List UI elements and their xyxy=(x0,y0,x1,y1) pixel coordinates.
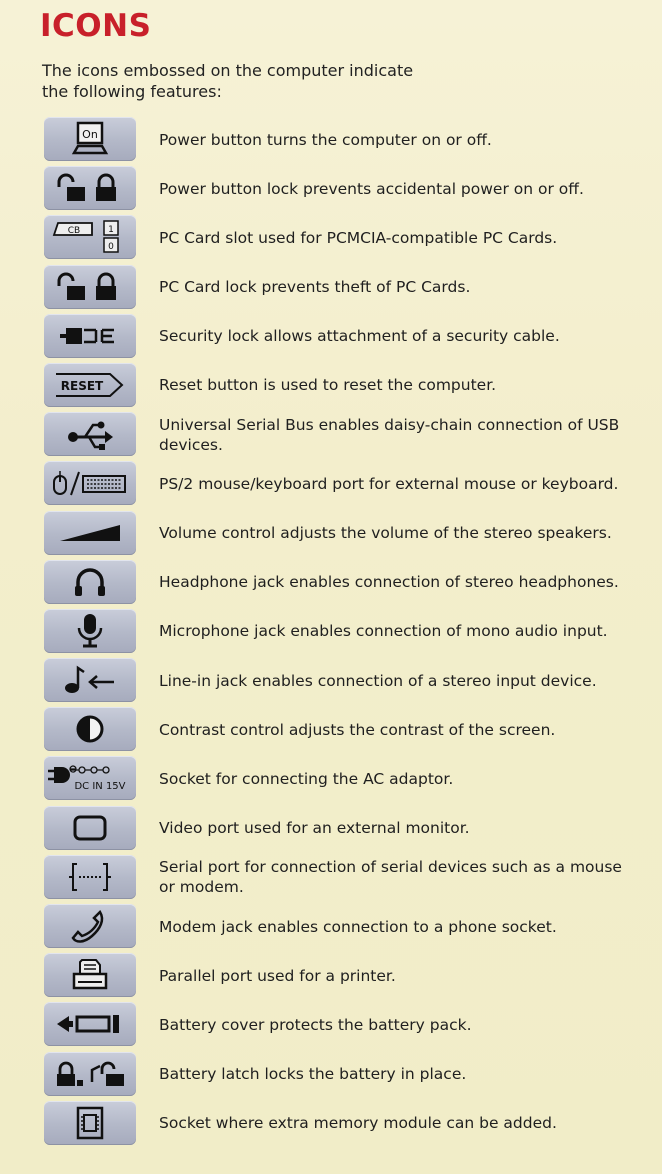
item-description: Reset button is used to reset the computer. xyxy=(159,376,497,395)
item-description: PC Card lock prevents theft of PC Cards. xyxy=(159,278,471,297)
security-lock-icon xyxy=(44,314,136,358)
item-description: Security lock allows attachment of a security cable. xyxy=(159,327,560,346)
list-item xyxy=(44,213,644,262)
svg-text:DC IN 15V: DC IN 15V xyxy=(74,781,126,793)
ac-adaptor-socket-icon xyxy=(44,756,136,800)
contrast-control-icon xyxy=(44,707,136,751)
pc-card-slot-icon xyxy=(44,215,136,259)
modem-jack-icon xyxy=(44,904,136,948)
svg-text:CB: CB xyxy=(67,226,81,237)
item-description: Parallel port used for a printer. xyxy=(159,966,396,985)
list-item xyxy=(44,312,644,361)
ps2-port-icon xyxy=(44,461,136,505)
intro-text: The icons embossed on the computer indicate the following features: xyxy=(42,61,414,101)
item-description: Socket where extra memory module can be added. xyxy=(159,1114,557,1133)
item-description: Contrast control adjusts the contrast of the screen. xyxy=(159,720,556,739)
page-title: ICONS xyxy=(40,8,152,44)
item-description: Universal Serial Bus enables daisy-chain connection of USB devices. xyxy=(159,415,620,454)
serial-port-icon xyxy=(44,855,136,899)
item-description: Battery latch locks the battery in place. xyxy=(159,1065,467,1084)
video-port-icon xyxy=(44,806,136,850)
list-item xyxy=(44,459,644,508)
item-description: Socket for connecting the AC adaptor. xyxy=(159,769,454,788)
list-item xyxy=(44,804,644,853)
item-description: PC Card slot used for PCMCIA-compatible PC Cards. xyxy=(159,228,558,247)
reset-button-icon xyxy=(44,363,136,407)
list-item xyxy=(44,1000,644,1049)
icon-list xyxy=(44,115,644,1148)
list-item xyxy=(44,1050,644,1099)
svg-text:0: 0 xyxy=(108,242,114,253)
item-description: Line-in jack enables connection of a stereo input device. xyxy=(159,671,597,690)
power-button-lock-icon xyxy=(44,166,136,210)
list-item xyxy=(44,509,644,558)
memory-socket-icon xyxy=(44,1101,136,1145)
power-button-icon xyxy=(44,117,136,161)
list-item xyxy=(44,853,644,902)
volume-control-icon xyxy=(44,511,136,555)
item-description: Volume control adjusts the volume of the stereo speakers. xyxy=(159,524,612,542)
item-description: Power button lock prevents accidental power on or off. xyxy=(159,179,584,198)
item-description: Battery cover protects the battery pack. xyxy=(159,1015,472,1034)
list-item xyxy=(44,115,644,164)
list-item xyxy=(44,607,644,656)
battery-latch-icon xyxy=(44,1052,136,1096)
list-item xyxy=(44,705,644,754)
item-description: Microphone jack enables connection of mono audio input. xyxy=(159,622,608,641)
parallel-port-icon xyxy=(44,953,136,997)
item-description: PS/2 mouse/keyboard port for external mouse or keyboard. xyxy=(159,474,619,493)
item-description: Video port used for an external monitor. xyxy=(159,819,470,838)
list-item xyxy=(44,754,644,803)
pc-card-lock-icon xyxy=(44,265,136,309)
item-description: Power button turns the computer on or off. xyxy=(159,130,492,149)
svg-text:1: 1 xyxy=(108,225,114,236)
list-item xyxy=(44,164,644,213)
list-item xyxy=(44,656,644,705)
headphone-jack-icon xyxy=(44,560,136,604)
list-item xyxy=(44,263,644,312)
line-in-jack-icon xyxy=(44,658,136,702)
list-item xyxy=(44,558,644,607)
list-item xyxy=(44,1099,644,1148)
item-description: Serial port for connection of serial devices such as a mouse or modem. xyxy=(159,858,622,897)
usb-icon xyxy=(44,412,136,456)
svg-text:RESET: RESET xyxy=(60,378,104,393)
list-item xyxy=(44,410,644,459)
list-item xyxy=(44,361,644,410)
svg-text:On: On xyxy=(82,128,98,141)
item-description: Headphone jack enables connection of stereo headphones. xyxy=(159,573,619,592)
microphone-jack-icon xyxy=(44,609,136,653)
list-item xyxy=(44,902,644,951)
battery-cover-icon xyxy=(44,1002,136,1046)
item-description: Modem jack enables connection to a phone socket. xyxy=(159,917,557,936)
list-item xyxy=(44,951,644,1000)
